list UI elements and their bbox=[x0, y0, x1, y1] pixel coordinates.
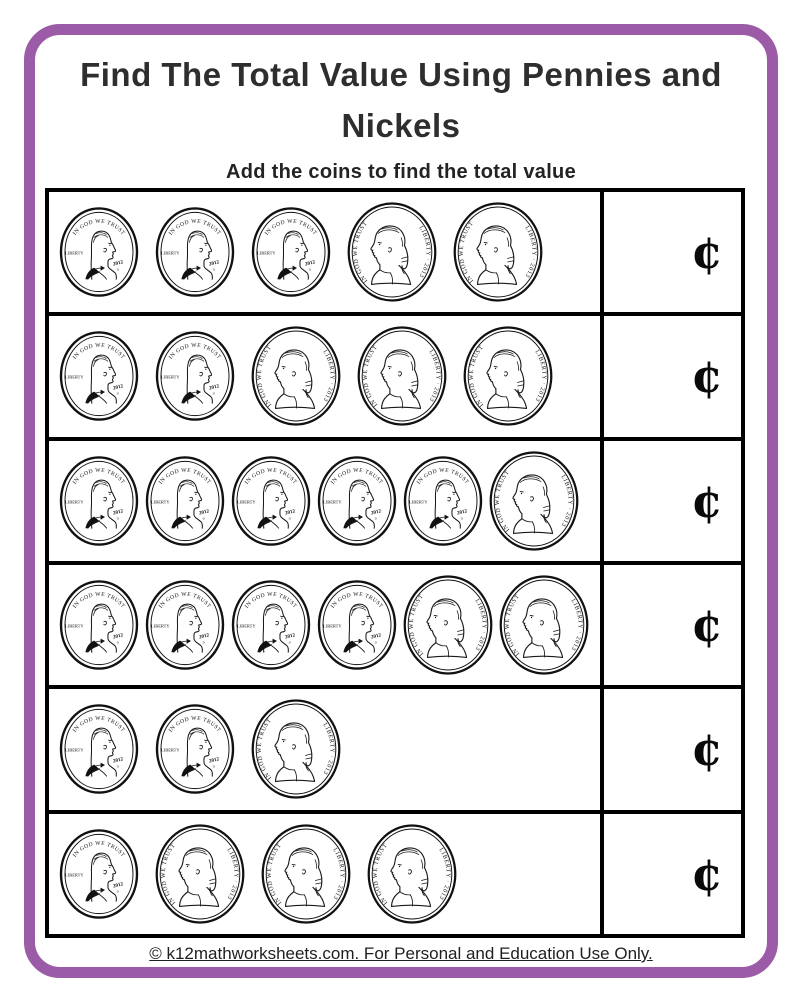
penny-mint-mark: D bbox=[460, 516, 463, 521]
penny-mint-mark: D bbox=[308, 267, 311, 272]
nickel-coin bbox=[489, 450, 579, 552]
penny-mint-mark: D bbox=[374, 516, 377, 521]
coin-rim bbox=[253, 328, 340, 425]
coin-rim bbox=[455, 204, 542, 301]
penny-mint-mark: D bbox=[116, 889, 119, 894]
penny-coin bbox=[231, 579, 311, 671]
cent-symbol: ¢ bbox=[690, 349, 723, 404]
penny-liberty-text: LIBERTY bbox=[237, 623, 256, 629]
penny-liberty-text: LIBERTY bbox=[323, 623, 342, 629]
penny-year-text: 2012 bbox=[456, 508, 468, 517]
penny-coin bbox=[145, 579, 225, 671]
penny-liberty-text: LIBERTY bbox=[409, 499, 428, 505]
coin-rim bbox=[349, 204, 436, 301]
nickel-coin bbox=[357, 325, 447, 427]
nickel-motto-text: IN GOD WE TRUST bbox=[372, 842, 390, 906]
penny-liberty-text: LIBERTY bbox=[161, 747, 180, 753]
penny-mint-mark: D bbox=[202, 640, 205, 645]
penny-coin bbox=[155, 703, 235, 795]
penny-liberty-text: LIBERTY bbox=[161, 250, 180, 256]
penny-mint-mark: D bbox=[288, 640, 291, 645]
penny-liberty-text: LIBERTY bbox=[161, 374, 180, 380]
nickel-coin bbox=[347, 201, 437, 303]
penny-mint-mark: D bbox=[374, 640, 377, 645]
nickel-coin bbox=[367, 823, 457, 925]
coin-rim bbox=[405, 577, 492, 674]
nickel-motto-text: IN GOD WE TRUST bbox=[458, 220, 476, 284]
penny-motto-text: IN GOD WE TRUST bbox=[243, 467, 298, 486]
penny-liberty-text: LIBERTY bbox=[151, 623, 170, 629]
nickel-motto-text: IN GOD WE TRUST bbox=[256, 345, 274, 408]
penny-coin bbox=[145, 455, 225, 547]
nickel-coin bbox=[403, 574, 493, 676]
penny-year-text: 2012 bbox=[112, 632, 124, 641]
penny-coin bbox=[59, 330, 139, 422]
penny-coin bbox=[231, 455, 311, 547]
penny-motto-text: IN GOD WE TRUST bbox=[71, 591, 126, 610]
coin-rim bbox=[157, 825, 244, 922]
nickel-motto-text: IN GOD WE TRUST bbox=[468, 345, 486, 408]
table-row bbox=[49, 441, 741, 565]
penny-mint-mark: D bbox=[116, 516, 119, 521]
coin-rim bbox=[491, 452, 578, 549]
penny-year-text: 2012 bbox=[370, 508, 382, 517]
nickel-motto-text: IN GOD WE TRUST bbox=[266, 842, 284, 906]
table-row bbox=[49, 689, 741, 813]
nickel-liberty-year-text: LIBERTY · 2013 bbox=[473, 598, 487, 652]
answer-cell[interactable] bbox=[600, 689, 741, 809]
penny-coin bbox=[317, 455, 397, 547]
penny-liberty-text: LIBERTY bbox=[65, 374, 84, 380]
penny-coin bbox=[59, 579, 139, 671]
penny-coin bbox=[155, 330, 235, 422]
penny-motto-text: IN GOD WE TRUST bbox=[71, 716, 126, 735]
cent-symbol: ¢ bbox=[690, 473, 723, 528]
answer-cell[interactable] bbox=[600, 814, 741, 934]
nickel-coin bbox=[499, 574, 589, 676]
penny-motto-text: IN GOD WE TRUST bbox=[157, 467, 212, 486]
penny-year-text: 2012 bbox=[304, 259, 316, 268]
penny-motto-text: IN GOD WE TRUST bbox=[167, 716, 222, 735]
penny-year-text: 2012 bbox=[284, 508, 296, 517]
coins-cell bbox=[49, 192, 600, 312]
penny-coin bbox=[317, 579, 397, 671]
nickel-liberty-year-text: LIBERTY · 2013 bbox=[569, 598, 583, 652]
penny-year-text: 2012 bbox=[112, 881, 124, 890]
coins-table bbox=[45, 188, 745, 938]
penny-motto-text: IN GOD WE TRUST bbox=[167, 343, 222, 362]
penny-mint-mark: D bbox=[116, 764, 119, 769]
answer-cell[interactable] bbox=[600, 192, 741, 312]
purple-frame bbox=[24, 24, 778, 978]
penny-coin bbox=[59, 455, 139, 547]
table-row bbox=[49, 316, 741, 440]
nickel-motto-text: IN GOD WE TRUST bbox=[256, 718, 274, 781]
page-title: Find The Total Value Using Pennies and Nickels bbox=[80, 56, 722, 145]
penny-liberty-text: LIBERTY bbox=[65, 623, 84, 629]
nickel-motto-text: IN GOD WE TRUST bbox=[504, 593, 522, 657]
penny-mint-mark: D bbox=[202, 516, 205, 521]
penny-liberty-text: LIBERTY bbox=[65, 747, 84, 753]
penny-mint-mark: D bbox=[212, 391, 215, 396]
nickel-liberty-year-text: LIBERTY · 2013 bbox=[417, 225, 431, 279]
footer-link[interactable]: © k12mathworksheets.com. For Personal and Education Use Only. bbox=[149, 944, 653, 963]
nickel-coin bbox=[251, 698, 341, 800]
penny-liberty-text: LIBERTY bbox=[65, 872, 84, 878]
penny-motto-text: IN GOD WE TRUST bbox=[71, 467, 126, 486]
nickel-coin bbox=[251, 325, 341, 427]
penny-motto-text: IN GOD WE TRUST bbox=[157, 591, 212, 610]
penny-motto-text: IN GOD WE TRUST bbox=[71, 343, 126, 362]
penny-mint-mark: D bbox=[116, 267, 119, 272]
penny-liberty-text: LIBERTY bbox=[65, 250, 84, 256]
penny-year-text: 2012 bbox=[198, 508, 210, 517]
penny-year-text: 2012 bbox=[112, 259, 124, 268]
penny-year-text: 2012 bbox=[284, 632, 296, 641]
penny-year-text: 2012 bbox=[112, 508, 124, 517]
nickel-motto-text: IN GOD WE TRUST bbox=[494, 469, 512, 533]
coin-rim bbox=[501, 577, 588, 674]
answer-cell[interactable] bbox=[600, 565, 741, 685]
penny-coin bbox=[251, 206, 331, 298]
penny-motto-text: IN GOD WE TRUST bbox=[329, 467, 384, 486]
table-row bbox=[49, 565, 741, 689]
nickel-liberty-year-text: LIBERTY · 2013 bbox=[321, 722, 335, 777]
coins-cell bbox=[49, 565, 600, 685]
penny-mint-mark: D bbox=[116, 391, 119, 396]
nickel-liberty-year-text: LIBERTY · 2013 bbox=[523, 225, 537, 279]
penny-motto-text: IN GOD WE TRUST bbox=[243, 591, 298, 610]
penny-motto-text: IN GOD WE TRUST bbox=[329, 591, 384, 610]
table-row bbox=[49, 192, 741, 316]
answer-cell[interactable] bbox=[600, 441, 741, 561]
nickel-liberty-year-text: LIBERTY · 2013 bbox=[427, 349, 441, 404]
penny-motto-text: IN GOD WE TRUST bbox=[167, 218, 222, 237]
nickel-liberty-year-text: LIBERTY · 2013 bbox=[533, 349, 547, 404]
nickel-liberty-year-text: LIBERTY · 2013 bbox=[559, 474, 573, 528]
nickel-motto-text: IN GOD WE TRUST bbox=[352, 220, 370, 284]
nickel-coin bbox=[155, 823, 245, 925]
penny-mint-mark: D bbox=[212, 267, 215, 272]
penny-year-text: 2012 bbox=[208, 383, 220, 393]
penny-motto-text: IN GOD WE TRUST bbox=[415, 467, 470, 486]
penny-mint-mark: D bbox=[288, 516, 291, 521]
nickel-liberty-year-text: LIBERTY · 2013 bbox=[437, 847, 451, 901]
nickel-liberty-year-text: LIBERTY · 2013 bbox=[331, 847, 345, 901]
coins-cell bbox=[49, 814, 600, 934]
cent-symbol: ¢ bbox=[690, 846, 723, 901]
footer-credit bbox=[35, 944, 767, 964]
nickel-coin bbox=[261, 823, 351, 925]
nickel-coin bbox=[463, 325, 553, 427]
cent-symbol: ¢ bbox=[690, 225, 723, 280]
table-row bbox=[49, 814, 741, 934]
penny-year-text: 2012 bbox=[112, 756, 124, 766]
nickel-motto-text: IN GOD WE TRUST bbox=[408, 593, 426, 657]
penny-mint-mark: D bbox=[212, 764, 215, 769]
cent-symbol: ¢ bbox=[690, 598, 723, 653]
penny-liberty-text: LIBERTY bbox=[257, 250, 276, 256]
penny-year-text: 2012 bbox=[198, 632, 210, 641]
nickel-liberty-year-text: LIBERTY · 2013 bbox=[321, 349, 335, 404]
penny-liberty-text: LIBERTY bbox=[237, 499, 256, 505]
penny-coin bbox=[59, 828, 139, 920]
nickel-coin bbox=[453, 201, 543, 303]
penny-motto-text: IN GOD WE TRUST bbox=[71, 218, 126, 237]
penny-coin bbox=[59, 703, 139, 795]
penny-year-text: 2012 bbox=[370, 632, 382, 641]
nickel-motto-text: IN GOD WE TRUST bbox=[362, 345, 380, 408]
penny-motto-text: IN GOD WE TRUST bbox=[263, 218, 318, 237]
penny-year-text: 2012 bbox=[208, 259, 220, 268]
nickel-motto-text: IN GOD WE TRUST bbox=[160, 842, 178, 906]
penny-mint-mark: D bbox=[116, 640, 119, 645]
coin-rim bbox=[359, 328, 446, 425]
coin-rim bbox=[263, 825, 350, 922]
penny-liberty-text: LIBERTY bbox=[151, 499, 170, 505]
coins-cell bbox=[49, 689, 600, 809]
penny-coin bbox=[403, 455, 483, 547]
coins-cell bbox=[49, 316, 600, 436]
penny-coin bbox=[59, 206, 139, 298]
coin-rim bbox=[465, 328, 552, 425]
penny-year-text: 2012 bbox=[112, 383, 124, 393]
nickel-liberty-year-text: LIBERTY · 2013 bbox=[225, 847, 239, 901]
penny-year-text: 2012 bbox=[208, 756, 220, 766]
penny-liberty-text: LIBERTY bbox=[65, 499, 84, 505]
cent-symbol: ¢ bbox=[690, 722, 723, 777]
coins-cell bbox=[49, 441, 600, 561]
coin-rim bbox=[369, 825, 456, 922]
penny-coin bbox=[155, 206, 235, 298]
coin-rim bbox=[253, 701, 340, 798]
page-subtitle: Add the coins to find the total value bbox=[226, 161, 576, 184]
answer-cell[interactable] bbox=[600, 316, 741, 436]
penny-motto-text: IN GOD WE TRUST bbox=[71, 840, 126, 859]
penny-liberty-text: LIBERTY bbox=[323, 499, 342, 505]
